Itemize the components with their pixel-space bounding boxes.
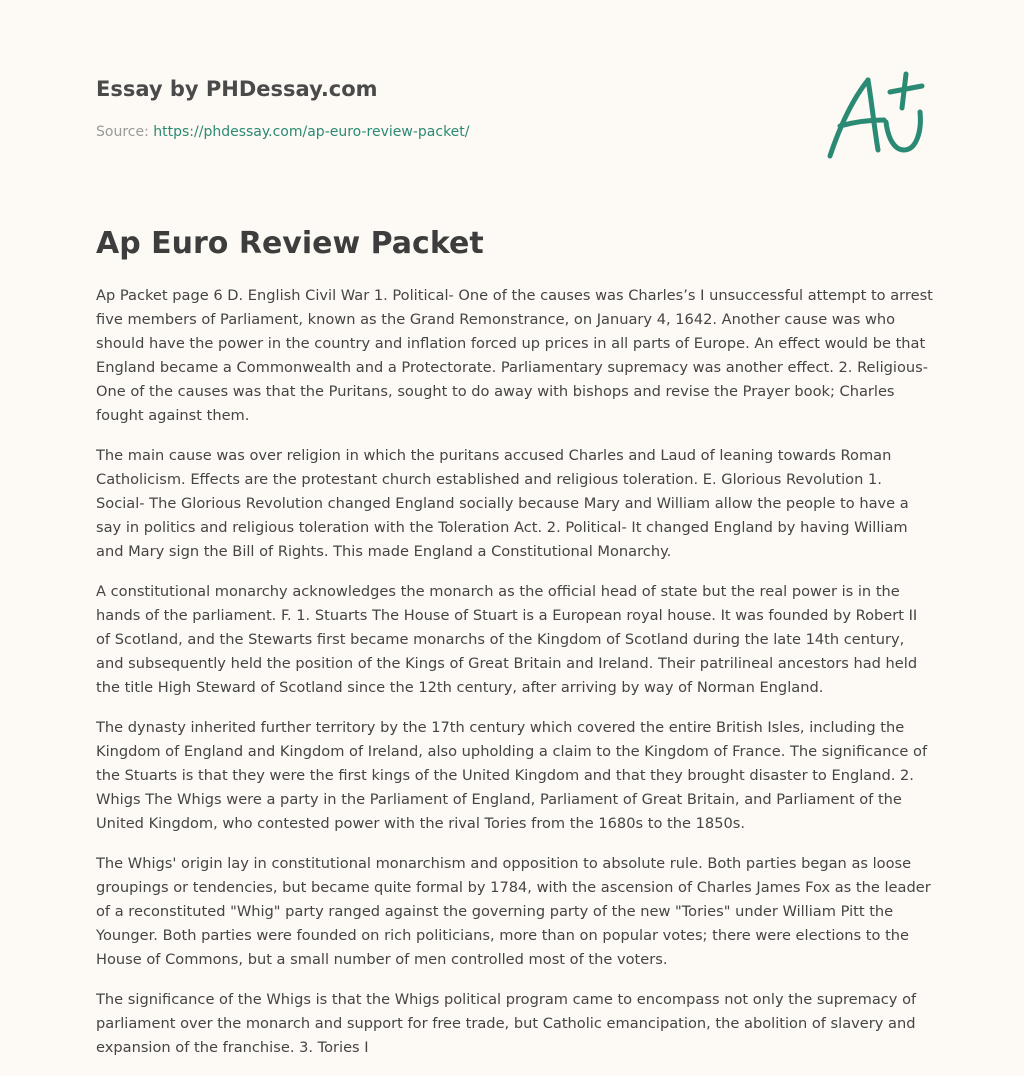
brand-name: Essay by PHDessay.com bbox=[96, 77, 378, 101]
a-plus-logo-icon bbox=[818, 64, 938, 174]
essay-paragraph: The Whigs' origin lay in constitutional monarchism and opposition to absolute rule. Both parties began as loose groupings or tendencies, but became quite formal by 1784, with the ascension of Charles James Fox as the leader of a reconstituted "Whig" party ranged against the governing party of the new "Tories" under William Pitt the Younger. Both parties were founded on rich politicians, more than on popular votes; there were elections to the House of Commons, but a small number of men controlled most of the voters. bbox=[96, 855, 931, 968]
source-link[interactable]: https://phdessay.com/ap-euro-review-packet/ bbox=[153, 124, 470, 140]
page-title: Ap Euro Review Packet bbox=[96, 226, 484, 261]
essay-paragraph: The main cause was over religion in which the puritans accused Charles and Laud of leaning towards Roman Catholicism. Effects are the protestant church established and religious toleration. E. Glorious Revolution 1. Social- The Glorious Revolution changed England socially because Mary and William allow the people to have a say in politics and religious toleration with the Toleration Act. 2. Political- It changed England by having William and Mary sign the Bill of Rights. This made England a Constitutional Monarchy. bbox=[96, 447, 909, 560]
page-header bbox=[96, 74, 916, 140]
source-line bbox=[96, 124, 470, 140]
essay-paragraph: The dynasty inherited further territory by the 17th century which covered the entire British Isles, including the Kingdom of England and Kingdom of Ireland, also upholding a claim to the Kingdom of France. The significance of the Stuarts is that they were the first kings of the United Kingdom and that they brought disaster to England. 2. Whigs The Whigs were a party in the Parliament of England, Parliament of Great Britain, and Parliament of the United Kingdom, who contested power with the rival Tories from the 1680s to the 1850s. bbox=[96, 719, 928, 832]
essay-paragraph: Ap Packet page 6 D. English Civil War 1. Political- One of the causes was Charles’s I unsuccessful attempt to arrest five members of Parliament, known as the Grand Remonstrance, on January 4, 1642. Another cause was who should have the power in the country and inflation forced up prices in all parts of Europe. An effect would be that England became a Commonwealth and a Protectorate. Parliamentary supremacy was another effect. 2. Religious-One of the causes was that the Puritans, sought to do away with bishops and revise the Prayer book; Charles fought against them. bbox=[96, 287, 933, 424]
essay-paragraph: The significance of the Whigs is that the Whigs political program came to encompass not only the supremacy of parliament over the monarch and support for free trade, but Catholic emancipation, the abolition of slavery and expansion of the franchise. 3. Tories I bbox=[96, 991, 917, 1056]
essay-paragraph: A constitutional monarchy acknowledges the monarch as the official head of state but the real power is in the hands of the parliament. F. 1. Stuarts The House of Stuart is a European royal house. It was founded by Robert II of Scotland, and the Stewarts first became monarchs of the Kingdom of Scotland during the late 14th century, and subsequently held the position of the Kings of Great Britain and Ireland. Their patrilineal ancestors had held the title High Steward of Scotland since the 12th century, after arriving by way of Norman England. bbox=[96, 583, 918, 696]
essay-body bbox=[96, 284, 934, 1076]
source-label: Source: bbox=[96, 124, 154, 140]
